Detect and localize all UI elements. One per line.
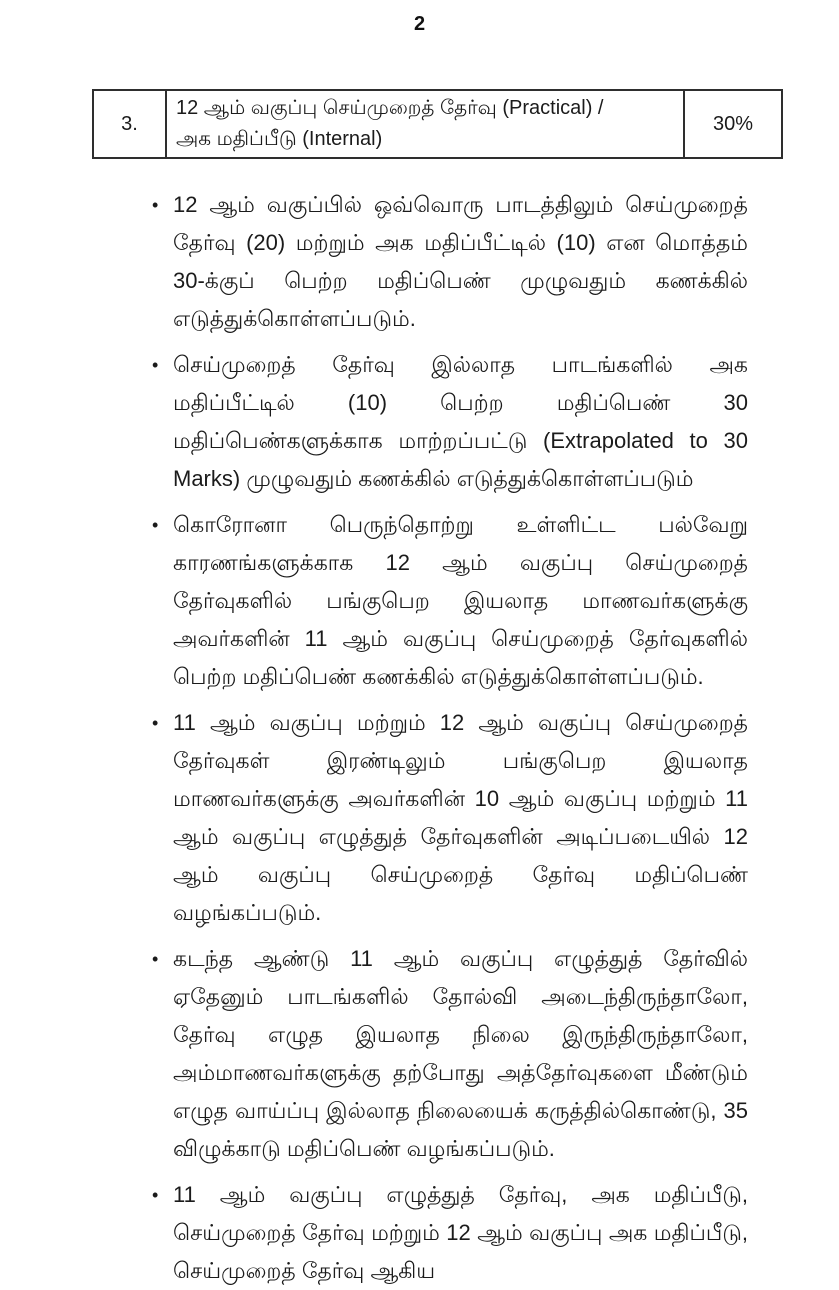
bullet-item — [152, 1176, 748, 1290]
bullet-text: 11 ஆம் வகுப்பு எழுத்துத் தேர்வு, அக மதிப்பீடு, செய்முறைத் தேர்வு மற்றும் 12 ஆம் வகுப்பு அக மதிப்பீடு, செய்முறைத் தேர்வு ஆகிய — [173, 1182, 748, 1283]
bullet-text: செய்முறைத் தேர்வு இல்லாத பாடங்களில் அக மதிப்பீட்டில் (10) பெற்ற மதிப்பெண் 30 மதிப்பெண்களுக்காக மாற்றப்பட்டு (Extrapolated to 30 Marks) முழுவதும் கணக்கில் எடுத்துக்கொள்ளப்படும் — [173, 352, 748, 491]
table-cell-description — [166, 90, 684, 158]
description-line-1: 12 ஆம் வகுப்பு செய்முறைத் தேர்வு (Practical) / — [176, 97, 604, 119]
bullet-icon: • — [152, 195, 159, 215]
bullet-icon: • — [152, 949, 159, 969]
table-cell-weight: 30% — [684, 90, 782, 158]
bullet-icon: • — [152, 515, 159, 535]
marks-weightage-table — [92, 89, 783, 159]
bullet-item — [152, 940, 748, 1168]
bullet-item — [152, 186, 748, 338]
table-row — [93, 90, 782, 158]
bullet-item — [152, 346, 748, 498]
bullet-icon: • — [152, 1185, 159, 1205]
bullet-item — [152, 506, 748, 696]
bullet-text: கொரோனா பெருந்தொற்று உள்ளிட்ட பல்வேறு காரணங்களுக்காக 12 ஆம் வகுப்பு செய்முறைத் தேர்வுகளில் பங்குபெற இயலாத மாணவர்களுக்கு அவர்களின் 11 ஆம் வகுப்பு செய்முறைத் தேர்வுகளில் பெற்ற மதிப்பெண் கணக்கில் எடுத்துக்கொள்ளப்படும். — [173, 512, 748, 689]
page-number: 2 — [413, 13, 426, 35]
bullet-icon: • — [152, 355, 159, 375]
bullet-item — [152, 704, 748, 932]
table-cell-serial: 3. — [93, 90, 166, 158]
bullet-list — [152, 186, 748, 1290]
description-line-2: அக மதிப்பீடு (Internal) — [176, 128, 383, 150]
bullet-text: கடந்த ஆண்டு 11 ஆம் வகுப்பு எழுத்துத் தேர்வில் ஏதேனும் பாடங்களில் தோல்வி அடைந்திருந்தாலோ, தேர்வு எழுத இயலாத நிலை இருந்திருந்தாலோ, அம்மாணவர்களுக்கு தற்போது அத்தேர்வுகளை மீண்டும் எழுத வாய்ப்பு இல்லாத நிலையைக் கருத்தில்கொண்டு, 35 விழுக்காடு மதிப்பெண் வழங்கப்படும். — [173, 946, 748, 1161]
bullet-icon: • — [152, 713, 159, 733]
bullet-text: 12 ஆம் வகுப்பில் ஒவ்வொரு பாடத்திலும் செய்முறைத் தேர்வு (20) மற்றும் அக மதிப்பீட்டில் (10) என மொத்தம் 30-க்குப் பெற்ற மதிப்பெண் முழுவதும் கணக்கில் எடுத்துக்கொள்ளப்படும். — [173, 192, 748, 331]
bullet-text: 11 ஆம் வகுப்பு மற்றும் 12 ஆம் வகுப்பு செய்முறைத் தேர்வுகள் இரண்டிலும் பங்குபெற இயலாத மாணவர்களுக்கு அவர்களின் 10 ஆம் வகுப்பு மற்றும் 11 ஆம் வகுப்பு எழுத்துத் தேர்வுகளின் அடிப்படையில் 12 ஆம் வகுப்பு செய்முறைத் தேர்வு மதிப்பெண் வழங்கப்படும். — [173, 710, 748, 925]
